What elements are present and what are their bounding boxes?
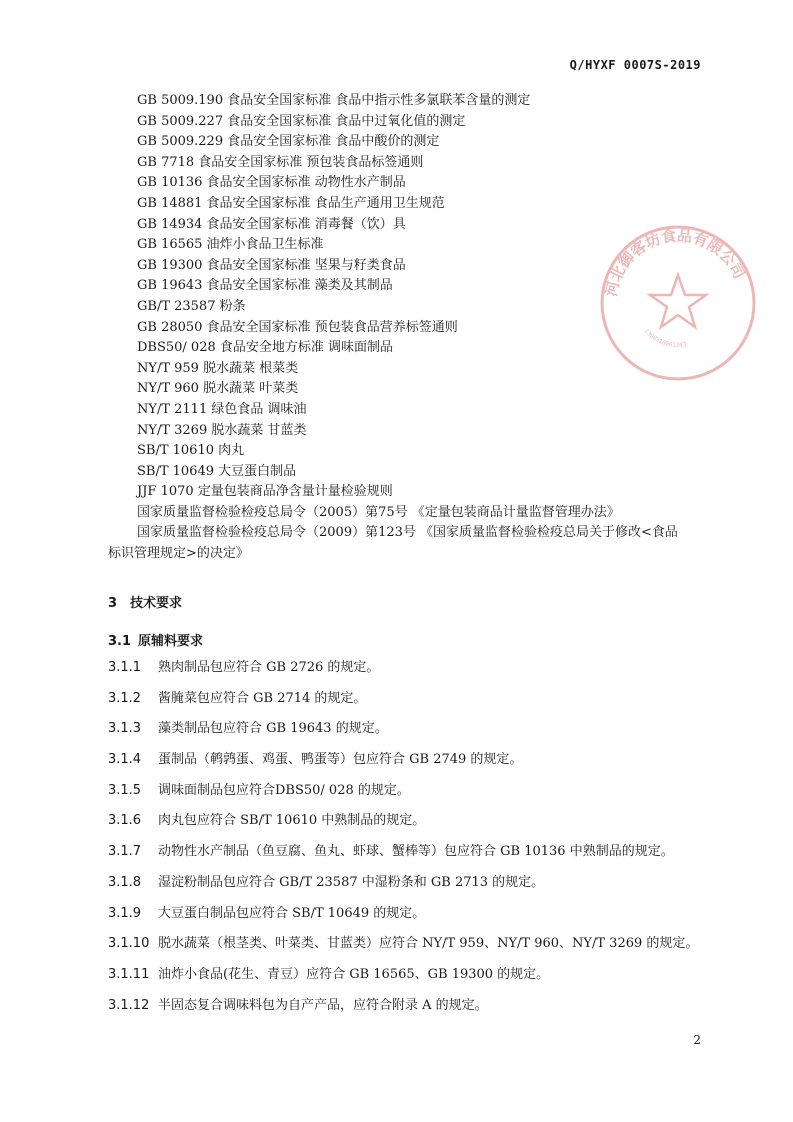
reference-item: NY/T 3269 脱水蔬菜 甘蓝类	[137, 422, 307, 438]
item-text: 熟肉制品包应符合 GB 2726 的规定。	[158, 660, 380, 675]
item-text: 肉丸包应符合 SB/T 10610 中熟制品的规定。	[158, 813, 426, 829]
list-item	[108, 719, 698, 750]
list-item	[108, 873, 698, 904]
list-item	[108, 842, 698, 873]
list-item	[108, 996, 698, 1027]
list-item	[108, 689, 698, 720]
requirements-list	[108, 658, 698, 1026]
item-number: 3.1.10	[108, 936, 150, 952]
item-text: 藻类制品包应符合 GB 19643 的规定。	[158, 721, 388, 737]
seal-text: 河北御客坊食品有限公司	[602, 226, 749, 298]
list-item	[108, 658, 698, 689]
item-number: 3.1.8	[108, 874, 142, 890]
item-text: 调味面制品包应符合DBS50/ 028 的规定。	[158, 782, 410, 798]
reference-item-wrapped-line1: 国家质量监督检验检疫总局令（2009）第123号 《国家质量监督检验检疫总局关于修改<食品	[137, 525, 678, 541]
item-text: 动物性水产制品（鱼豆腐、鱼丸、虾球、蟹棒等）包应符合 GB 10136 中熟制品的规定。	[158, 844, 674, 860]
item-text: 蛋制品（鹌鹑蛋、鸡蛋、鸭蛋等）包应符合 GB 2749 的规定。	[158, 752, 523, 768]
reference-item: 国家质量监督检验检疫总局令（2005）第75号 《定量包装商品计量监督管理办法》	[137, 504, 620, 520]
item-text: 湿淀粉制品包应符合 GB/T 23587 中湿粉条和 GB 2713 的规定。	[158, 874, 545, 890]
reference-item: SB/T 10610 肉丸	[137, 443, 245, 459]
item-number: 3.1.12	[108, 997, 150, 1013]
list-item	[108, 781, 698, 812]
item-text: 大豆蛋白制品包应符合 SB/T 10649 的规定。	[158, 905, 426, 921]
subsection-heading-3-1	[108, 630, 203, 649]
subsection-number: 3.1	[108, 634, 132, 649]
item-number: 3.1.2	[108, 690, 142, 706]
list-item	[108, 965, 698, 996]
reference-item: NY/T 2111 绿色食品 调味油	[137, 401, 307, 417]
reference-item: GB 5009.190 食品安全国家标准 食品中指示性多氯联苯含量的测定	[137, 93, 531, 108]
item-number: 3.1.3	[108, 721, 142, 737]
reference-item: SB/T 10649 大豆蛋白制品	[137, 463, 297, 479]
reference-item: GB 16565 油炸小食品卫生标准	[137, 237, 324, 253]
list-item	[108, 811, 698, 842]
document-code: Q/HYXF 0007S-2019	[569, 58, 701, 72]
reference-item: GB 7718 食品安全国家标准 预包装食品标签通则	[137, 154, 424, 170]
reference-item-wrapped-line2: 标识管理规定>的决定》	[108, 546, 249, 562]
star-icon	[650, 275, 706, 327]
item-number: 3.1.4	[108, 752, 142, 768]
reference-item: NY/T 959 脱水蔬菜 根菜类	[137, 360, 299, 376]
section-heading-3	[108, 592, 182, 611]
item-number: 3.1.5	[108, 782, 142, 798]
section-number: 3	[108, 596, 118, 611]
item-number: 3.1.9	[108, 905, 142, 921]
item-text: 酱腌菜包应符合 GB 2714 的规定。	[158, 690, 367, 706]
item-text: 半固态复合调味料包为自产产品，应符合附录 A 的规定。	[158, 997, 488, 1013]
item-number: 3.1.1	[108, 660, 142, 675]
reference-item: JJF 1070 定量包装商品净含量计量检验规则	[137, 484, 393, 500]
subsection-title: 原辅料要求	[138, 634, 204, 649]
list-item	[108, 750, 698, 781]
reference-item: GB 19643 食品安全国家标准 藻类及其制品	[137, 278, 393, 294]
company-seal-stamp	[598, 223, 758, 383]
reference-item: NY/T 960 脱水蔬菜 叶菜类	[137, 381, 299, 397]
list-item	[108, 934, 698, 965]
reference-item: GB 10136 食品安全国家标准 动物性水产制品	[137, 175, 406, 191]
page-number: 2	[693, 1033, 701, 1047]
reference-item: GB 5009.229 食品安全国家标准 食品中酸价的测定	[137, 134, 440, 150]
reference-item: GB 28050 食品安全国家标准 预包装食品营养标签通则	[137, 319, 458, 335]
item-text: 油炸小食品(花生、青豆）应符合 GB 16565、GB 19300 的规定。	[158, 966, 550, 982]
item-number: 3.1.7	[108, 844, 142, 860]
item-number: 3.1.11	[108, 966, 150, 982]
reference-item: DBS50/ 028 食品安全地方标准 调味面制品	[137, 340, 394, 356]
list-item	[108, 904, 698, 935]
seal-number: 1308310001243	[642, 327, 687, 350]
item-text: 脱水蔬菜（根茎类、叶菜类、甘蓝类）应符合 NY/T 959、NY/T 960、NY/T 3269 的规定。	[158, 936, 699, 952]
reference-item: GB 14881 食品安全国家标准 食品生产通用卫生规范	[137, 195, 445, 211]
reference-item: GB 5009.227 食品安全国家标准 食品中过氧化值的测定	[137, 113, 466, 129]
reference-item: GB/T 23587 粉条	[137, 298, 246, 314]
section-title: 技术要求	[130, 596, 183, 611]
reference-item: GB 14934 食品安全国家标准 消毒餐（饮）具	[137, 216, 406, 232]
item-number: 3.1.6	[108, 813, 142, 829]
reference-item: GB 19300 食品安全国家标准 坚果与籽类食品	[137, 257, 406, 273]
